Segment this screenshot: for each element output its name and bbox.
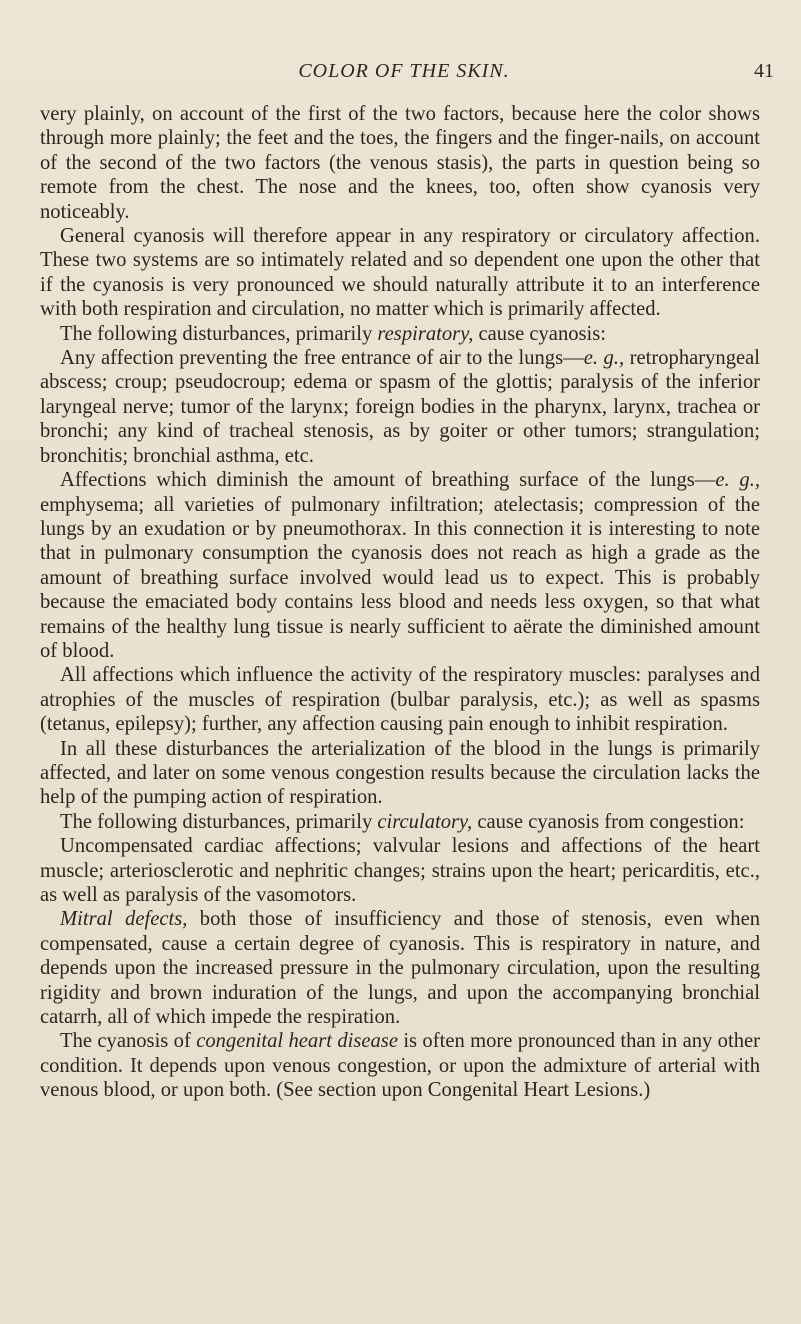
paragraph-text: All affections which influence the activity of the respiratory muscles: paralyses and atrophies of the muscles of respiration (bulbar paralysis, etc.); as well as spasms (tetanus, epilepsy); further, any affection causing pain enough to inhibit respiration. — [40, 664, 760, 736]
paragraph — [40, 224, 760, 322]
paragraph — [40, 1029, 760, 1102]
italic-text: Mitral defects, — [60, 908, 188, 931]
paragraph-text: very plainly, on account of the first of the two factors, because here the color shows through more plainly; the feet and the toes, the fingers and the finger-nails, on account of the second of the two factors (the venous stasis), the parts in question being so remote from the chest. The nose and the knees, too, often show cyanosis very noticeably. — [40, 103, 760, 223]
paragraph — [40, 346, 760, 468]
paragraph-text: retropharyngeal abscess; croup; pseudocroup; edema or spasm of the glottis; paralysis of the inferior laryngeal nerve; tumor of the larynx; foreign bodies in the pharynx, larynx, trachea or bronchi; any kind of tracheal stenosis, as by goiter or other tumors; strangulation; bronchitis; bronchial asthma, etc. — [40, 347, 761, 467]
paragraph — [40, 810, 760, 834]
paragraph — [40, 102, 760, 224]
running-title: COLOR OF THE SKIN. — [298, 60, 510, 82]
paragraph — [40, 663, 760, 736]
page-number: 41 — [754, 60, 774, 82]
paragraph-text: Affections which diminish the amount of breathing surface of the lungs— — [60, 469, 716, 492]
paragraph-text: The following disturbances, primarily — [60, 810, 378, 833]
paragraph — [40, 907, 760, 1029]
paragraph-text: The cyanosis of — [60, 1030, 197, 1053]
paragraph-text: In all these disturbances the arterialization of the blood in the lungs is primarily affected, and later on some venous congestion results because the circulation lacks the help of the pumping action of respiration. — [40, 737, 760, 809]
paragraph-text: General cyanosis will therefore appear in any respiratory or circulatory affection. These two systems are so intimately related and so dependent one upon the other that if the cyanosis is very pronounced we should naturally attribute it to an interference with both respiration and circulation, no matter which is primarily affected. — [40, 225, 760, 321]
paragraph-text: The following disturbances, primarily — [60, 322, 378, 345]
paragraph-text: Any affection preventing the free entrance of air to the lungs— — [60, 347, 584, 370]
italic-text: respiratory, — [377, 322, 474, 345]
italic-text: circulatory, — [377, 810, 473, 833]
paragraph — [40, 834, 760, 907]
italic-text: e. g., — [583, 347, 625, 370]
paragraph — [40, 322, 760, 346]
paragraph-text: Uncompensated cardiac affections; valvular lesions and affections of the heart muscle; arteriosclerotic and nephritic changes; strains upon the heart; pericarditis, etc., as well as paralysis of the vasomotors. — [40, 835, 760, 906]
running-head — [40, 60, 800, 90]
italic-text: e. g., — [715, 469, 760, 492]
paragraph-text: is often more pronounced than in any other condition. It depends upon venous congestion, or upon the admixture of arterial with venous blood, or upon both. (See section upon Congenital Heart Lesions.) — [40, 1030, 760, 1102]
paragraph-text: both those of insufficiency and those of stenosis, even when compensated, cause a certain degree of cyanosis. This is respiratory in nature, and depends upon the increased pressure in the pulmonary circulation, upon the resulting rigidity and brown induration of the lungs, and upon the accompanying bronchial catarrh, all of which impede the respiration. — [40, 908, 761, 1029]
paragraph — [40, 468, 760, 663]
italic-text: congenital heart disease — [196, 1030, 398, 1053]
paragraph-text: cause cyanosis from congestion: — [472, 810, 745, 833]
paragraph-text: cause cyanosis: — [473, 322, 607, 345]
paragraph-text: emphysema; all varieties of pulmonary infiltration; atelectasis; compression of the lungs by an exudation or by pneumothorax. In this connection it is interesting to note that in pulmonary consumption the cyanosis does not reach as high a grade as the amount of breathing surface involved would lead us to expect. This is probably because the emaciated body contains less blood and needs less oxygen, so that what remains of the healthy lung tissue is nearly sufficient to aërate the diminished amount of blood. — [40, 493, 760, 662]
paragraph — [40, 737, 760, 810]
body-text — [40, 102, 760, 1103]
